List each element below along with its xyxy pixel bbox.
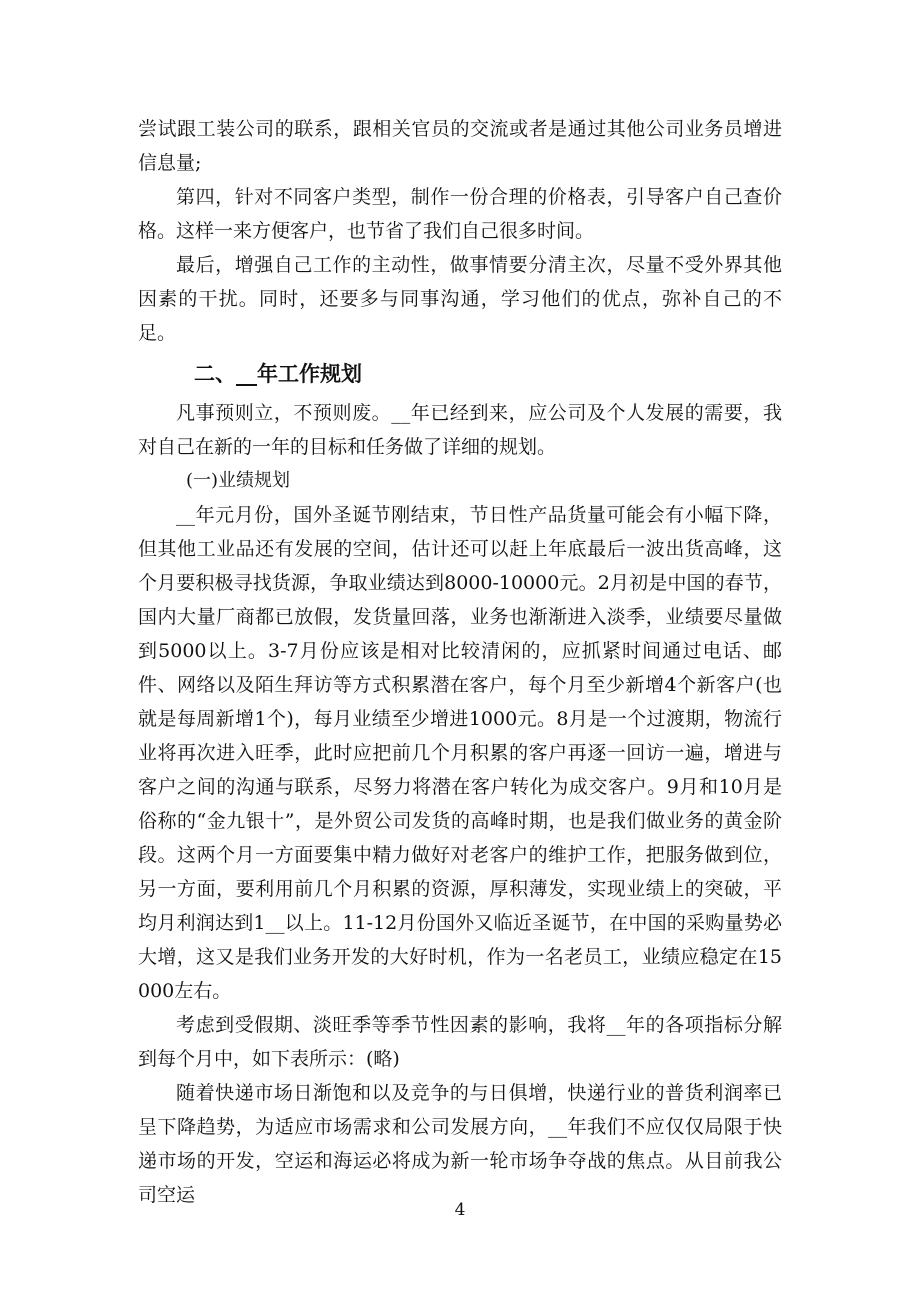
page-number: 4 [454,1200,466,1220]
section-heading: 二、__年工作规划 [194,362,362,386]
paragraph-finally: 最后，增强自己工作的主动性，做事情要分清主次，尽量不受外界其他因素的干扰。同时，还要多与同事沟通，学习他们的优点，弥补自己的不足。 [138,254,782,344]
paragraph-intro: 凡事预则立，不预则废。__年已经到来，应公司及个人发展的需要，我对自己在新的一年的目标和任务做了详细的规划。 [138,402,782,458]
paragraph-continuation: 尝试跟工装公司的联系，跟相关官员的交流或者是通过其他公司业务员增进信息量; [138,118,782,174]
subsection-heading: (一)业绩规划 [186,470,291,491]
paragraph-market: 随着快递市场日渐饱和以及竞争的与日俱增，快递行业的普货利润率已呈下降趋势，为适应市场需求和公司发展方向，__年我们不应仅仅局限于快递市场的开发，空运和海运必将成为新一轮市场争夺战的焦点。从目前我公司空运 [138,1082,782,1206]
paragraph-fourth: 第四，针对不同客户类型，制作一份合理的价格表，引导客户自己查价格。这样一来方便客户，也节省了我们自己很多时间。 [138,186,782,242]
paragraph-performance-plan: __年元月份，国外圣诞节刚结束，节日性产品货量可能会有小幅下降，但其他工业品还有发展的空间，估计还可以赶上年底最后一波出货高峰，这个月要积极寻找货源，争取业绩达到8000-10000元。2月初是中国的春节，国内大量厂商都已放假，发货量回落，业务也渐渐进入淡季，业绩要尽量做到5000以上。3-7月份应该是相对比较清闲的，应抓紧时间通过电话、邮件、网络以及陌生拜访等方式积累潜在客户，每个月至少新增4个新客户(也就是每周新增1个)，每月业绩至少增进1000元。8月是一个过渡期，物流行业将再次进入旺季，此时应把前几个月积累的客户再逐一回访一遍，增进与客户之间的沟通与联系，尽努力将潜在客户转化为成交客户。9月和10月是俗称的“金九银十”，是外贸公司发货的高峰时期，也是我们做业务的黄金阶段。这两个月一方面要集中精力做好对老客户的维护工作，把服务做到位，另一方面，要利用前几个月积累的资源，厚积薄发，实现业绩上的突破，平均月利润达到1__以上。11-12月份国外又临近圣诞节，在中国的采购量势必大增，这又是我们业务开发的大好时机，作为一名老员工，业绩应稳定在15000左右。 [138,504,782,1002]
paragraph-seasonal: 考虑到受假期、淡旺季等季节性因素的影响，我将__年的各项指标分解到每个月中，如下表所示：(略) [138,1014,782,1070]
document-page [138,112,782,1212]
